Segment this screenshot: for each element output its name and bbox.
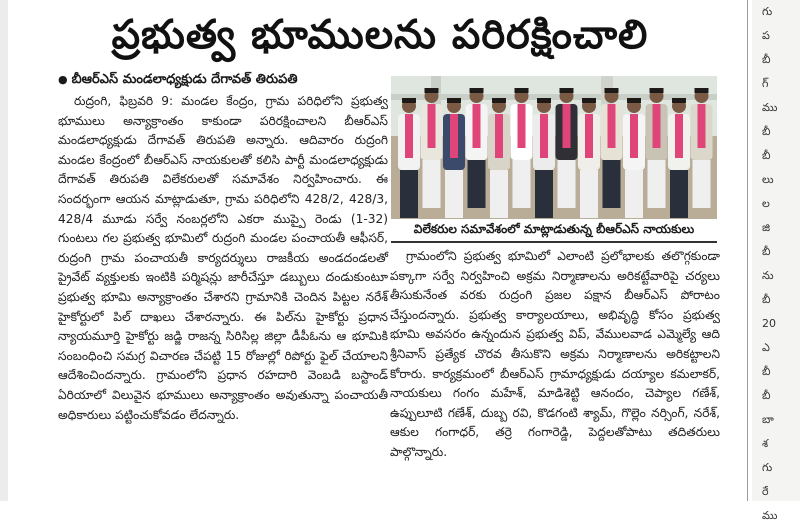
side-fragment: బీ <box>762 53 771 66</box>
column-divider <box>747 0 748 501</box>
side-fragment: ఎ <box>762 341 770 354</box>
person-figure <box>601 88 623 208</box>
person-figure <box>511 88 533 208</box>
side-fragment: గు <box>762 5 773 18</box>
person-figure <box>578 98 600 218</box>
byline <box>58 70 388 90</box>
person-figure <box>421 88 443 208</box>
person-figure <box>646 88 668 208</box>
person-figure <box>533 98 555 218</box>
group-photo-illustration <box>391 76 717 219</box>
headline: ప్రభుత్వ భూములను పరిరక్షించాలి <box>111 12 649 58</box>
side-fragment: గు <box>762 461 773 474</box>
byline-text: బీఆర్ఎస్ మండలాధ్యక్షుడు దేగావత్ తిరుపతి <box>71 72 298 87</box>
side-fragment: లు <box>762 173 774 186</box>
side-fragment: బా <box>762 413 774 426</box>
adjacent-article-strip <box>752 0 800 522</box>
side-fragment: ము <box>762 509 778 522</box>
article-paragraph: గ్రామంలోని ప్రభుత్వ భూమిలో ఎలాంటి ప్రలోభాలకు తలొగ్గకుండా పక్కాగా సర్వే నిర్వహించి అక్రమ నిర్మాణాలను అరికట్టేవారిపై చర్యలు తీసుకునేంత వరకు రుద్రంగి ప్రజల పక్షాన బీఆర్ఎస్ పోరాటం చేస్తుందన్నారు. ప్రభుత్వ కార్యాలయాలు, అభివృద్ధి కోసం ప్రభుత్వ భూమి అవసరం ఉన్నందున ప్రభుత్వ విప్, వేములవాడ ఎమ్మెల్యే ఆది శ్రీనివాస్ ప్రత్యేక చొరవ తీసుకొని అక్రమ నిర్మాణాలను అరికట్టాలని కోరారు. కార్యక్రమంలో బీఆర్ఎస్ గ్రామాధ్యక్షుడు దయ్యాల కమలాకర్, నాయకులు గంగం మహేశ్, మాడిశెట్టి ఆనందం, చెప్యాల గణేశ్, ఉప్పులూటి గణేశ్, దుబ్బ రవి, కొడగంటి శ్యామ్, గొల్లెం నర్సింగ్, నరేశ్, ఆకుల గంగాధర్, తర్రె గంగారెడ్డి, పెద్దలతోపాటు తదితరులు పాల్గొన్నారు. <box>390 249 720 459</box>
article-paragraph: రుద్రంగి, ఫిబ్రవరి 9: మండల కేంద్రం, గ్రామ పరిధిలోని ప్రభుత్వ భూములు అన్యాక్రాంతం కాకుండా పరిరక్షించాలని బీఆర్ఎస్ మండలాధ్యక్షుడు దేగావత్ తిరుపతి అన్నారు. ఆదివారం రుద్రంగి మండల కేంద్రంలో బీఆర్ఎస్ నాయకులతో కలిసి పార్టీ మండలాధ్యక్షుడు దేగావత్ తిరుపతి విలేకరులతో సమావేశం నిర్వహించారు. ఈ సందర్భంగా ఆయన మాట్లాడుతూ, గ్రామ పరిధిలోని 428/2, 428/3, 428/4 మూడు సర్వే నంబర్లలోని ఎకరా ముప్పై రెండు (1-32) గుంటలు గల ప్రభుత్వ భూమిలో రుద్రంగి మండల పంచాయతీ ఆఫీసర్, రుద్రంగి గ్రామ పంచాయతీ కార్యదర్శులు రాజకీయ అండదండలతో ప్రైవేట్ వ్యక్తులకు ఇంటికి పర్మిషన్లు జారీచేస్తూ డబ్బులు దండుకుంటూ ప్రభుత్వ భూమి అన్యాక్రాంతం చేశారని గ్రామానికి చెందిన పిట్టల నరేశ్ హైకోర్టులో పిల్ దాఖలు చేశారన్నారు. ఈ పిల్‌ను హైకోర్టు ప్రధాన న్యాయమూర్తి హైకోర్టు జడ్జి రాజన్న సిరిసిల్ల జిల్లా డీపీఓను ఆ భూమికి సంబంధించి సమగ్ర విచారణ చేపట్టి 15 రోజుల్లో రిపోర్టు ఫైల్ చేయాలని ఆదేశించిందన్నారు. గ్రామంలోని ప్రధాన రహదారి వెంబడి బస్టాండ్ ఏరియాలో విలువైన భూములు అన్యాక్రాంతం అవుతున్నా పంచాయతీ అధికారులు పట్టించుకోవడం లేదన్నారు. <box>58 94 388 422</box>
person-figure <box>443 98 465 218</box>
person-figure <box>623 98 645 218</box>
person-figure <box>466 88 488 208</box>
side-fragment: బీ <box>762 389 771 402</box>
side-fragment: ము <box>762 101 778 114</box>
article-left-column <box>58 92 388 484</box>
side-fragment: ను <box>762 269 774 282</box>
news-photo <box>391 76 717 219</box>
side-fragment: బీ <box>762 293 771 306</box>
side-fragment: శ <box>762 437 769 450</box>
side-fragment: ప <box>762 29 770 42</box>
person-figure <box>488 98 510 218</box>
side-fragment: రే <box>762 485 769 498</box>
side-fragment: జి <box>762 221 771 234</box>
side-fragment: బీ <box>762 365 771 378</box>
person-figure <box>398 98 420 218</box>
person-figure <box>691 88 713 208</box>
article-right-column <box>390 247 720 487</box>
person-figure <box>556 88 578 208</box>
side-fragment: బీ <box>762 125 771 138</box>
side-fragment: గ్ <box>762 77 769 90</box>
person-figure <box>668 98 690 218</box>
side-fragment: బీ <box>762 245 771 258</box>
side-fragment: 20 <box>762 317 776 330</box>
side-fragment: ల <box>762 197 770 210</box>
side-fragment: బీ <box>762 149 771 162</box>
page-edge <box>0 0 8 501</box>
photo-caption: విలేకరుల సమావేశంలో మాట్లాడుతున్న బీఆర్ఎస్ నాయకులు <box>391 219 717 243</box>
bullet-icon: ● <box>58 73 68 86</box>
